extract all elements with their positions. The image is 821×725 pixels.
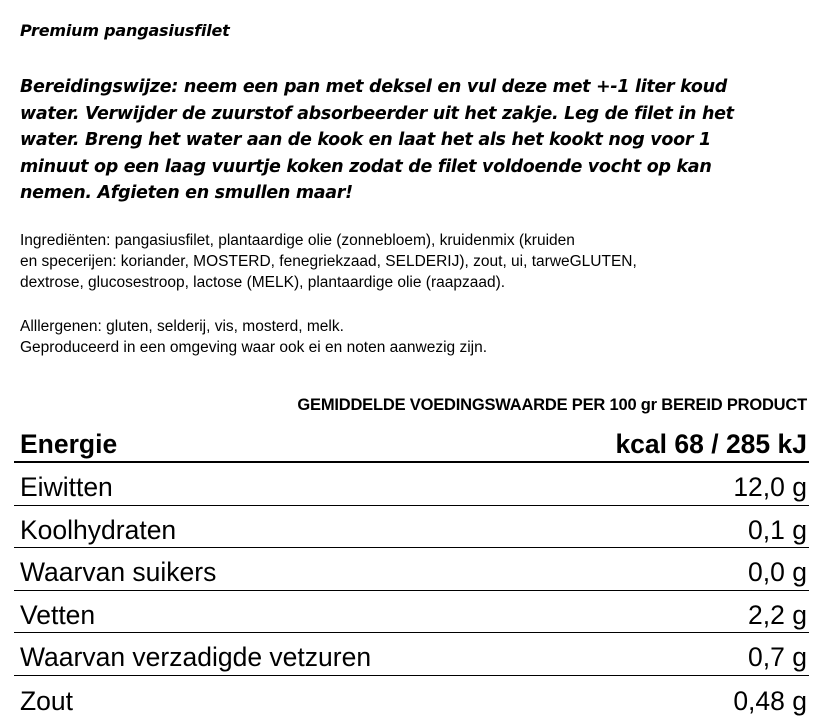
- product-title: Premium pangasiusfilet: [20, 21, 230, 40]
- nutrition-row-suikers: [14, 548, 809, 591]
- nutrition-row-zout: [14, 676, 809, 719]
- nutrition-row-energy: [14, 420, 809, 463]
- nutrition-row-koolhydraten: [14, 506, 809, 549]
- nutrition-value: 2,2 g: [748, 599, 807, 630]
- nutrition-label: Waarvan suikers: [20, 557, 217, 587]
- nutrition-label: Koolhydraten: [20, 514, 177, 545]
- nutrition-value: kcal 68 / 285 kJ: [615, 428, 807, 459]
- nutrition-row-verzadigde-vetzuren: [14, 633, 809, 676]
- ingredients-list: Ingrediënten: pangasiusfilet, plantaardige olie (zonnebloem), kruidenmix (kruiden en specerijen: koriander, MOSTERD, fenegriekzaad, SELDERIJ), zout, ui, tarweGLUTEN, dextrose, glucosestroop, lactose (MELK), plantaardige olie (raapzaad).: [20, 232, 637, 291]
- nutrition-value: 0,48 g: [733, 685, 807, 716]
- nutrition-heading: GEMIDDELDE VOEDINGSWAARDE PER 100 gr BEREID PRODUCT: [297, 396, 807, 414]
- nutrition-value: 0,0 g: [748, 557, 807, 587]
- nutrition-value: 0,7 g: [748, 642, 807, 672]
- nutrition-label: Eiwitten: [20, 472, 113, 502]
- nutrition-table: [14, 420, 809, 718]
- nutrition-label: Energie: [20, 428, 118, 459]
- nutrition-value: 0,1 g: [748, 514, 807, 545]
- preparation-instructions: Bereidingswijze: neem een pan met deksel en vul deze met +-1 liter koud water. Verwijder de zuurstof absorbeerder uit het zakje. Leg de filet in het water. Breng het water aan de kook en laat het als het kookt nog voor 1 minuut op een laag vuurtje koken zodat de filet voldoende vocht op kan nemen. Afgieten en smullen maar!: [20, 77, 734, 203]
- allergen-info: Alllergenen: gluten, selderij, vis, mosterd, melk. Geproduceerd in een omgeving waar ook ei en noten aanwezig zijn.: [20, 318, 488, 356]
- nutrition-row-vetten: [14, 591, 809, 634]
- nutrition-value: 12,0 g: [733, 472, 807, 502]
- nutrition-label: Zout: [20, 685, 74, 716]
- nutrition-row-eiwitten: [14, 463, 809, 506]
- nutrition-label: Vetten: [20, 599, 96, 630]
- nutrition-label: Waarvan verzadigde vetzuren: [20, 642, 372, 672]
